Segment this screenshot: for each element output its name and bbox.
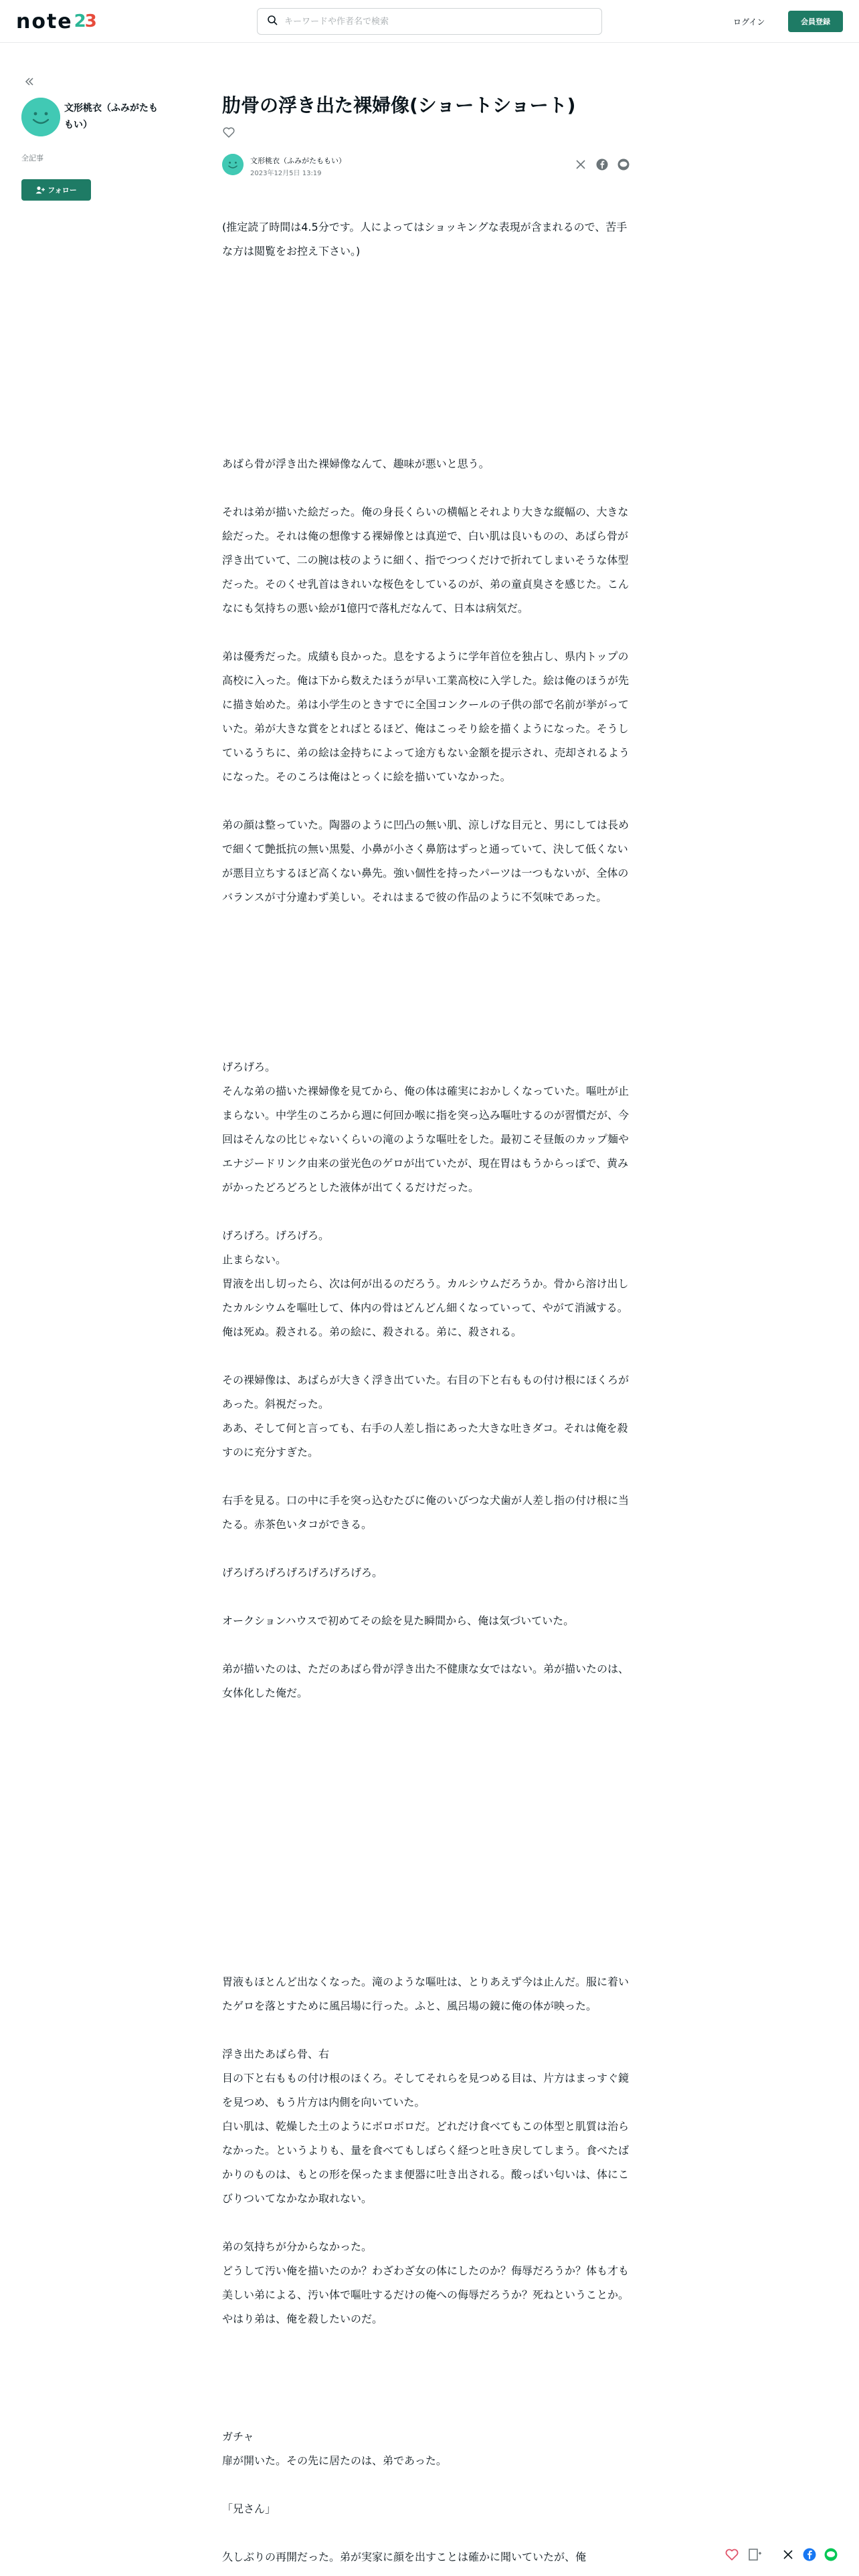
login-button[interactable]: ログイン bbox=[733, 17, 765, 27]
paragraph: 弟の顔は整っていた。陶器のように凹凸の無い肌、涼しげな目元と、男にしては長めで細くて艶抵抗の無い黒髪、小鼻が小さく鼻筋はずっと通っていて、決して低くないが悪目立ちするほど高くない鼻先。強い個性を持ったパーツは一つもないが、全体のバランスが寸分違わず美しい。それはまるで彼の作品のように不気味であった。 bbox=[222, 819, 630, 903]
signup-button[interactable]: 会員登録 bbox=[788, 11, 843, 32]
paragraph: 「兄さん」 bbox=[222, 2502, 276, 2515]
logo-text: note bbox=[16, 9, 73, 33]
follow-label: フォロー bbox=[47, 186, 77, 195]
author-avatar[interactable] bbox=[21, 98, 60, 136]
magazine-add-icon bbox=[747, 2547, 762, 2562]
paragraph: あばら骨が浮き出た裸婦像なんて、趣味が悪いと思う。 bbox=[222, 457, 490, 470]
line-icon bbox=[617, 158, 630, 171]
meta-author-avatar[interactable] bbox=[222, 154, 244, 175]
paragraph: 右手を見る。口の中に手を突っ込むたびに俺のいびつな犬歯が人差し指の付け根に当たる。赤茶色いタコができる。 bbox=[222, 1494, 630, 1531]
double-chevron-left-icon bbox=[24, 76, 35, 87]
paragraph: (推定読了時間は4.5分です。人によってはショッキングな表現が含まれるので、苦手な方は閲覧をお控え下さい。) bbox=[222, 221, 628, 257]
paragraph: オークションハウスで初めてその絵を見た瞬間から、俺は気づいていた。 bbox=[222, 1614, 575, 1627]
paragraph: 胃液もほとんど出なくなった。滝のような嘔吐は、とりあえず今は止んだ。服に着いたゲロを落とすために風呂場に行った。ふと、風呂場の鏡に俺の体が映った。 bbox=[222, 1975, 630, 2012]
paragraph: 弟の気持ちが分からなかった。 どうして汚い俺を描いたのか？わざわざ女の体にしたのか？侮辱だろうか？体も才も美しい弟による、汚い体で嘔吐するだけの俺への侮辱だろうか？死ねということか。やはり弟は、俺を殺したいのだ。 bbox=[222, 2240, 630, 2325]
paragraph: げろげろ。げろげろ。 止まらない。 胃液を出し切ったら、次は何が出るのだろう。カルシウムだろうか。骨から溶け出したカルシウムを嘔吐して、体内の骨はどんどん細くなっていって、やがて消滅する。俺は死ぬ。殺される。弟の絵に、殺される。弟に、殺される。 bbox=[222, 1229, 629, 1338]
sidebar-author-name[interactable]: 文形桃衣（ふみがたももい） bbox=[64, 103, 158, 130]
bottom-share-line-button[interactable] bbox=[823, 2547, 839, 2563]
bottom-like-button[interactable] bbox=[724, 2547, 740, 2563]
article-title: 肋骨の浮き出た裸婦像(ショートショート) bbox=[222, 94, 576, 116]
publish-date: 2023年12月5日 13:19 bbox=[250, 170, 322, 177]
paragraph: それは弟が描いた絵だった。俺の身長くらいの横幅とそれより大きな縦幅の、大きな絵だった。それは俺の想像する裸婦像とは真逆で、白い肌は良いものの、あばら骨が浮き出ていて、二の腕は枝のように細く、指でつつくだけで折れてしまいそうな体型だった。そのくせ乳首はきれいな桜色をしているのが、弟の童貞臭さを感じた。こんなにも気持ちの悪い絵が1億円で落札だなんて、日本は病気だ。 bbox=[222, 506, 630, 615]
like-button[interactable] bbox=[222, 126, 235, 139]
share-facebook-button[interactable] bbox=[595, 158, 609, 171]
facebook-icon bbox=[596, 158, 608, 171]
bottom-magazine-button[interactable] bbox=[747, 2547, 763, 2563]
add-user-icon bbox=[35, 186, 45, 194]
heart-icon bbox=[222, 126, 235, 139]
all-posts-link[interactable]: 全記事 bbox=[21, 154, 43, 163]
x-icon bbox=[576, 160, 585, 169]
facebook-icon bbox=[803, 2548, 816, 2561]
paragraph: げろげろ。 そんな弟の描いた裸婦像を見てから、俺の体は確実におかしくなっていた。嘔吐が止まらない。中学生のころから週に何回か喉に指を突っ込み嘔吐するのが習慣だが、今回はそんなの比じゃないくらいの滝のような嘔吐をした。最初こそ昼飯のカップ麺やエナジードリンク由来の蛍光色のゲロが出ていたが、現在胃はもうからっぽで、黄みがかったどろどろとした液体が出てくるだけだった。 bbox=[222, 1061, 630, 1194]
x-icon bbox=[783, 2550, 793, 2559]
search-box[interactable] bbox=[257, 8, 602, 35]
search-input[interactable] bbox=[284, 17, 579, 27]
paragraph: 久しぶりの再開だった。弟が実家に顔を出すことは確かに聞いていたが、俺 bbox=[222, 2551, 587, 2563]
share-x-button[interactable] bbox=[574, 158, 587, 171]
paragraph: ガチャ 扉が開いた。その先に居たのは、弟であった。 bbox=[222, 2430, 447, 2467]
search-icon bbox=[267, 15, 278, 28]
heart-icon bbox=[725, 2547, 739, 2562]
article-body-part4 bbox=[222, 2425, 637, 2569]
follow-button[interactable] bbox=[21, 179, 91, 201]
article-body-part3 bbox=[222, 1970, 637, 2331]
site-header bbox=[0, 0, 859, 43]
paragraph: その裸婦像は、あばらが大きく浮き出ていた。右目の下と右ももの付け根にほくろがあった。斜視だった。 ああ、そして何と言っても、右手の人差し指にあった大きな吐きダコ。それは俺を殺すのに充分すぎた。 bbox=[222, 1374, 630, 1459]
article-body-intro bbox=[222, 215, 637, 263]
meta-author-name[interactable]: 文形桃衣（ふみがたももい） bbox=[250, 156, 346, 165]
paragraph: げろげろげろげろげろげろげろ。 bbox=[222, 1566, 383, 1579]
share-line-button[interactable] bbox=[617, 158, 630, 171]
paragraph: 弟が描いたのは、ただのあばら骨が浮き出た不健康な女ではない。弟が描いたのは、女体化した俺だ。 bbox=[222, 1662, 630, 1699]
paragraph: 弟は優秀だった。成績も良かった。息をするように学年首位を独占し、県内トップの高校に入った。俺は下から数えたほうが早い工業高校に入学した。絵は俺のほうが先に描き始めた。弟は小学生のときすでに全国コンクールの子供の部で名前が挙がっていた。弟が大きな賞をとればとるほど、俺はこっそり絵を描くようになった。そうしているうちに、弟の絵は金持ちによって途方もない金額を提示され、売却されるようになった。そのころは俺はとっくに絵を描いていなかった。 bbox=[222, 650, 630, 783]
paragraph: 浮き出たあばら骨、右 目の下と右ももの付け根のほくろ。そしてそれらを見つめる目は、片方はまっすぐ鏡を見つめ、もう片方は内側を向いていた。 白い肌は、乾燥した土のようにボロボロだ。どれだけ食べてもこの体型と肌質は治らなかった。というよりも、量を食べてもしばらく経つと吐き戻してしまう。食べたばかりのものは、もとの形を保ったまま便器に吐き出される。酸っぱい匂いは、体にこびりついてなかなか取れない。 bbox=[222, 2048, 630, 2205]
logo-anniversary-badge: 23 bbox=[74, 11, 96, 31]
line-icon bbox=[824, 2548, 838, 2561]
article-body-part2 bbox=[222, 1055, 637, 1705]
bottom-share-x-button[interactable] bbox=[780, 2547, 796, 2563]
article-body-part1 bbox=[222, 452, 637, 909]
bottom-share-facebook-button[interactable] bbox=[801, 2547, 818, 2563]
collapse-sidebar-button[interactable] bbox=[21, 74, 37, 90]
note-logo[interactable] bbox=[16, 9, 96, 33]
